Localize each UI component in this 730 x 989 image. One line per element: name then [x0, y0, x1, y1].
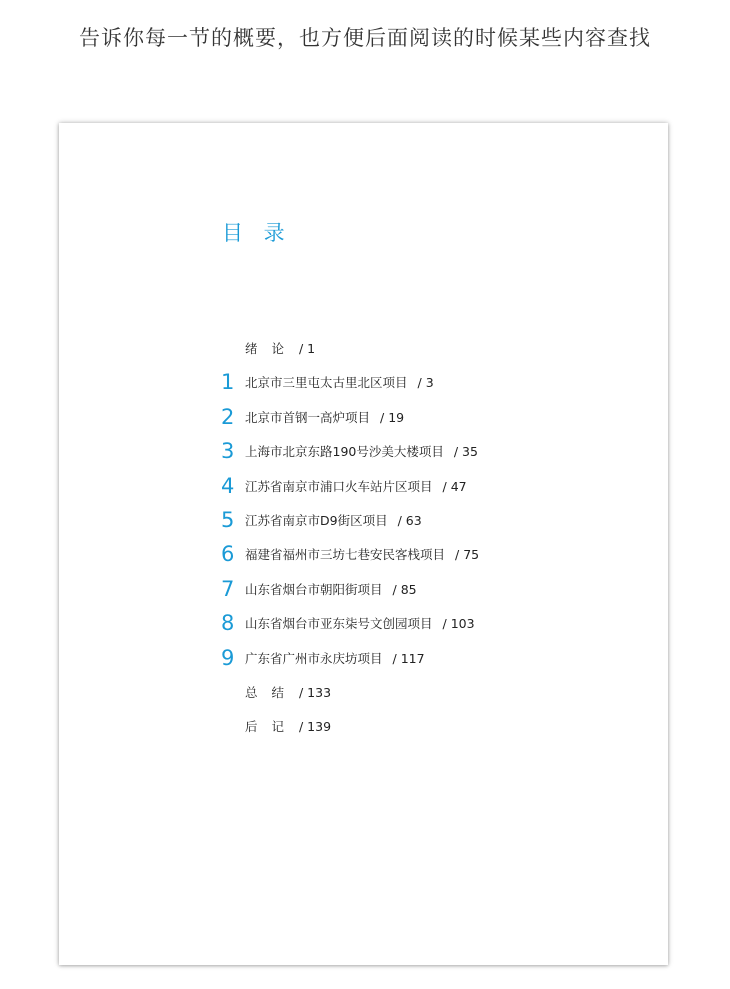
toc-entry[interactable]: [219, 641, 639, 675]
toc-title: 目 录: [222, 221, 292, 245]
toc-list: [219, 331, 639, 744]
toc-entry-number: 4: [221, 473, 235, 498]
toc-entry-number: 9: [221, 645, 235, 670]
toc-entry-title: 山东省烟台市亚东柒号文创园项目 / 103: [245, 616, 475, 632]
banner-caption: 告诉你每一节的概要，也方便后面阅读的时候某些内容查找: [79, 26, 651, 50]
toc-entry-number: 2: [221, 404, 235, 429]
toc-entry-title: 山东省烟台市朝阳街项目 / 85: [245, 581, 417, 597]
toc-entry[interactable]: [219, 365, 639, 399]
toc-entry-page: / 3: [417, 375, 434, 391]
toc-entry-title: 上海市北京东路190号沙美大楼项目 / 35: [245, 444, 478, 460]
toc-entry-page: / 1: [298, 341, 316, 356]
toc-entry[interactable]: [219, 400, 639, 434]
book-page: [59, 123, 668, 965]
toc-entry-number: 8: [221, 611, 235, 636]
toc-entry-title: 总 结 / 133: [245, 684, 332, 700]
toc-entry[interactable]: [219, 331, 639, 365]
toc-entry[interactable]: [219, 606, 639, 640]
toc-entry-number: 7: [221, 576, 235, 601]
toc-entry-page: / 103: [442, 616, 475, 632]
toc-entry-number: 6: [221, 542, 235, 567]
toc-entry-page: / 133: [298, 684, 332, 700]
toc-entry[interactable]: [219, 709, 639, 743]
toc-entry-page: / 47: [442, 478, 467, 494]
toc-entry[interactable]: [219, 537, 639, 571]
toc-entry-title: 后 记 / 139: [245, 719, 332, 735]
toc-entry-page: / 19: [380, 409, 405, 425]
toc-entry-title: 绪 论 / 1: [245, 341, 316, 356]
toc-entry-number: 3: [221, 439, 235, 464]
toc-entry-page: / 75: [455, 547, 480, 563]
toc-entry-title: 广东省广州市永庆坊项目 / 117: [245, 650, 425, 666]
toc-entry-number: 5: [221, 507, 235, 532]
toc-entry[interactable]: [219, 675, 639, 709]
toc-entry[interactable]: [219, 503, 639, 537]
toc-entry-page: / 63: [397, 512, 422, 528]
toc-entry-title: 北京市三里屯太古里北区项目 / 3: [245, 375, 434, 391]
toc-entry-page: / 139: [298, 719, 332, 735]
toc-entry[interactable]: [219, 469, 639, 503]
toc-entry-number: 1: [221, 370, 235, 395]
toc-entry-title: 江苏省南京市浦口火车站片区项目 / 47: [245, 478, 467, 494]
toc-entry[interactable]: [219, 572, 639, 606]
toc-entry-page: / 117: [392, 650, 425, 666]
toc-entry-page: / 85: [392, 581, 417, 597]
toc-entry-page: / 35: [453, 444, 478, 460]
toc-entry-title: 北京市首钢一高炉项目 / 19: [245, 409, 405, 425]
toc-entry-title: 江苏省南京市D9街区项目 / 63: [245, 512, 422, 528]
toc-entry[interactable]: [219, 434, 639, 468]
toc-entry-title: 福建省福州市三坊七巷安民客栈项目 / 75: [245, 547, 480, 563]
